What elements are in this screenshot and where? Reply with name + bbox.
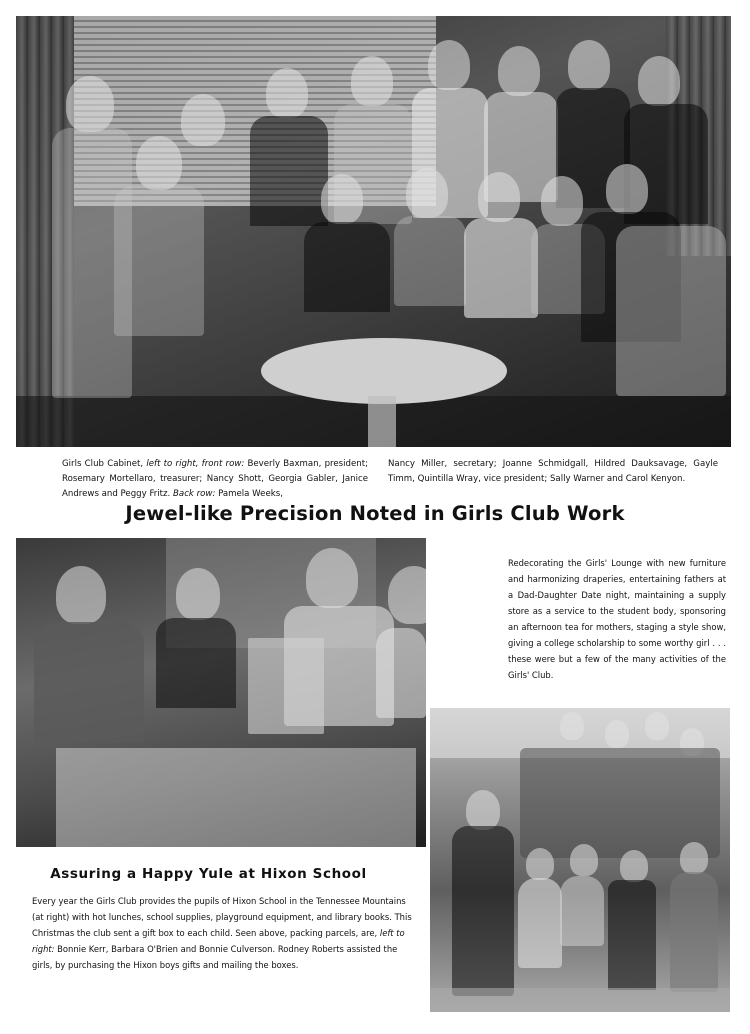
hixon-subhead: Assuring a Happy Yule at Hixon School [50, 866, 367, 882]
page-headline: Jewel-like Precision Noted in Girls Club Work [125, 502, 625, 525]
girls-club-activities-paragraph: Redecorating the Girls' Lounge with new furniture and harmonizing draperies, entertaining fathers at a Dad-Daughter Date night, maintaining a supply store as a service to the student body, sponsoring an afternoon tea for mothers, staging a style show, giving a college scholarship to some worthy girl . . . these were but a few of the many activities of the Girls' Club. [508, 558, 726, 680]
cabinet-caption-col2: Nancy Miller, secretary; Joanne Schmidgall, Hildred Dauksavage, Gayle Timm, Quintilla Wray, vice president; Sally Warner and Carol Kenyon. [388, 459, 718, 484]
girls-club-cabinet-photo [16, 16, 731, 447]
hixon-story-paragraph: Every year the Girls Club provides the pupils of Hixon School in the Tennessee Mountains (at right) with hot lunches, school supplies, playground equipment, and library books. This Christmas the club sent a gift box to each child. Seen above, packing parcels, are, left to right: Bonnie Kerr, Barbara O'Brien and Bonnie Culverson. Rodney Roberts assisted the girls, by purchasing the Hixon boys gifts and mailing the boxes. [32, 896, 412, 970]
hixon-school-photo [430, 708, 730, 1012]
gift-packing-photo [16, 538, 426, 847]
cabinet-caption-col1: Girls Club Cabinet, left to right, front row: Beverly Baxman, president; Rosemary Mortellaro, treasurer; Nancy Shott, Georgia Gabler, Janice Andrews and Peggy Fritz. Back row: Pamela Weeks, [62, 459, 368, 499]
